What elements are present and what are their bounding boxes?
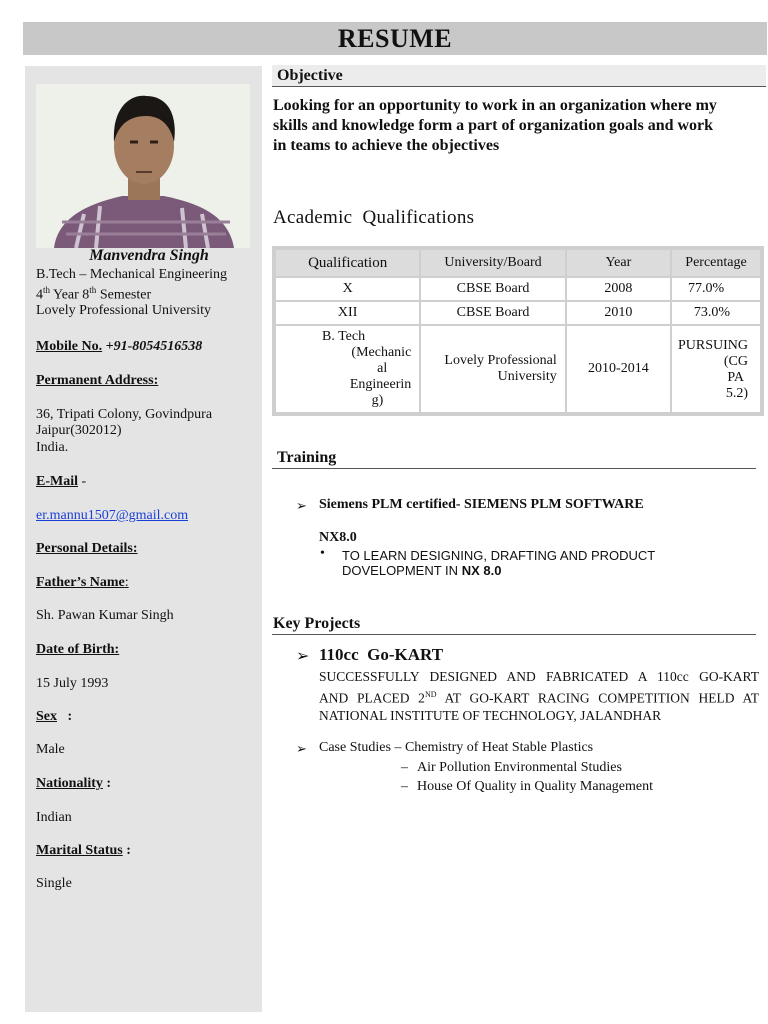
training-subtitle: NX8.0 xyxy=(319,530,357,545)
personal-details-label: Personal Details: xyxy=(36,541,138,556)
header-cell: Year xyxy=(567,250,670,276)
nationality-label-row: Nationality : xyxy=(36,776,112,791)
candidate-name: Manvendra Singh xyxy=(89,247,209,264)
objective-heading: Objective xyxy=(272,65,766,87)
mobile-row xyxy=(36,339,202,355)
arrowhead-bullet-icon: ➢ xyxy=(296,741,307,756)
address-line: 36, Tripati Colony, Govindpura xyxy=(36,407,213,422)
degree: B.Tech – Mechanical Engineering xyxy=(36,267,228,282)
year-semester: 4th Year 8th Semester xyxy=(36,285,152,303)
table-cell: CBSE Board xyxy=(421,302,564,324)
table-cell: CBSE Board xyxy=(421,278,564,300)
table-cell: 77.0% xyxy=(672,278,760,300)
profile-photo xyxy=(36,84,250,248)
email-label: E-Mail xyxy=(36,474,78,489)
page-title: RESUME xyxy=(337,24,453,53)
qualifications-table xyxy=(272,246,764,416)
objective-text: Looking for an opportunity to work in an organization where my skills and knowledge form a part of organization goals and work in teams to achieve the objectives xyxy=(273,97,717,154)
table-row xyxy=(276,326,760,412)
table-cell: XII xyxy=(276,302,419,324)
table-cell: 2010 xyxy=(567,302,670,324)
project-sub-item: Air Pollution Environmental Studies xyxy=(417,760,622,775)
table-cell: 2008 xyxy=(567,278,670,300)
table-header-row xyxy=(276,250,760,276)
table-cell: Lovely Professional University xyxy=(421,326,564,412)
header-cell: Percentage xyxy=(672,250,760,276)
email-row: E-Mail - xyxy=(36,474,87,489)
mobile-label: Mobile No. xyxy=(36,339,103,354)
header-cell: University/Board xyxy=(421,250,564,276)
project-title: 110cc Go-KART xyxy=(319,645,444,664)
dash-icon: – xyxy=(401,779,408,794)
nationality-value: Indian xyxy=(36,810,72,825)
table-cell: B. Tech (Mechanic al Engineerin g) xyxy=(276,326,419,412)
sex-label-row: Sex : xyxy=(36,709,73,724)
training-heading: Training xyxy=(272,447,756,469)
key-projects-heading: Key Projects xyxy=(272,613,756,635)
father-name-label-row: Father’s Name: xyxy=(36,575,129,590)
table-cell: 2010-2014 xyxy=(567,326,670,412)
table-cell: 73.0% xyxy=(672,302,760,324)
arrowhead-bullet-icon: ➢ xyxy=(296,648,310,665)
mobile-value: +91-8054516538 xyxy=(105,339,203,354)
project-title: Case Studies – Chemistry of Heat Stable Plastics xyxy=(319,740,594,755)
marital-label-row: Marital Status : xyxy=(36,843,131,858)
address-line: India. xyxy=(36,440,69,455)
table-row xyxy=(276,302,760,324)
dob-label: Date of Birth: xyxy=(36,642,120,657)
dash-icon: – xyxy=(401,760,408,775)
university: Lovely Professional University xyxy=(36,303,211,318)
header-cell: Qualification xyxy=(276,250,419,276)
dob-value: 15 July 1993 xyxy=(36,676,109,691)
address-line: Jaipur(302012) xyxy=(36,423,122,438)
email-link[interactable]: er.mannu1507@gmail.com xyxy=(36,508,189,523)
academic-heading: Academic Qualifications xyxy=(273,207,475,228)
project-description: SUCCESSFULLY DESIGNED AND FABRICATED A 110cc GO-KART AND PLACED 2ND AT GO-KART RACING COMPETITION HELD AT NATIONAL INSTITUTE OF TECHNOLOGY, JALANDHAR xyxy=(319,669,759,723)
training-sub-item: TO LEARN DESIGNING, DRAFTING AND PRODUCT DOVELOPMENT IN NX 8.0 xyxy=(342,548,656,578)
table-cell: X xyxy=(276,278,419,300)
project-sub-item: House Of Quality in Quality Management xyxy=(417,779,654,794)
sex-value: Male xyxy=(36,742,65,757)
table-cell: PURSUING (CG PA 5.2) xyxy=(672,326,760,412)
arrowhead-bullet-icon: ➢ xyxy=(296,498,307,513)
father-name-value: Sh. Pawan Kumar Singh xyxy=(36,608,174,623)
table-row xyxy=(276,278,760,300)
training-item-title: Siemens PLM certified- SIEMENS PLM SOFTWARE xyxy=(319,497,644,512)
marital-value: Single xyxy=(36,876,72,891)
dot-bullet-icon: • xyxy=(320,546,325,561)
address-label: Permanent Address: xyxy=(36,373,159,388)
